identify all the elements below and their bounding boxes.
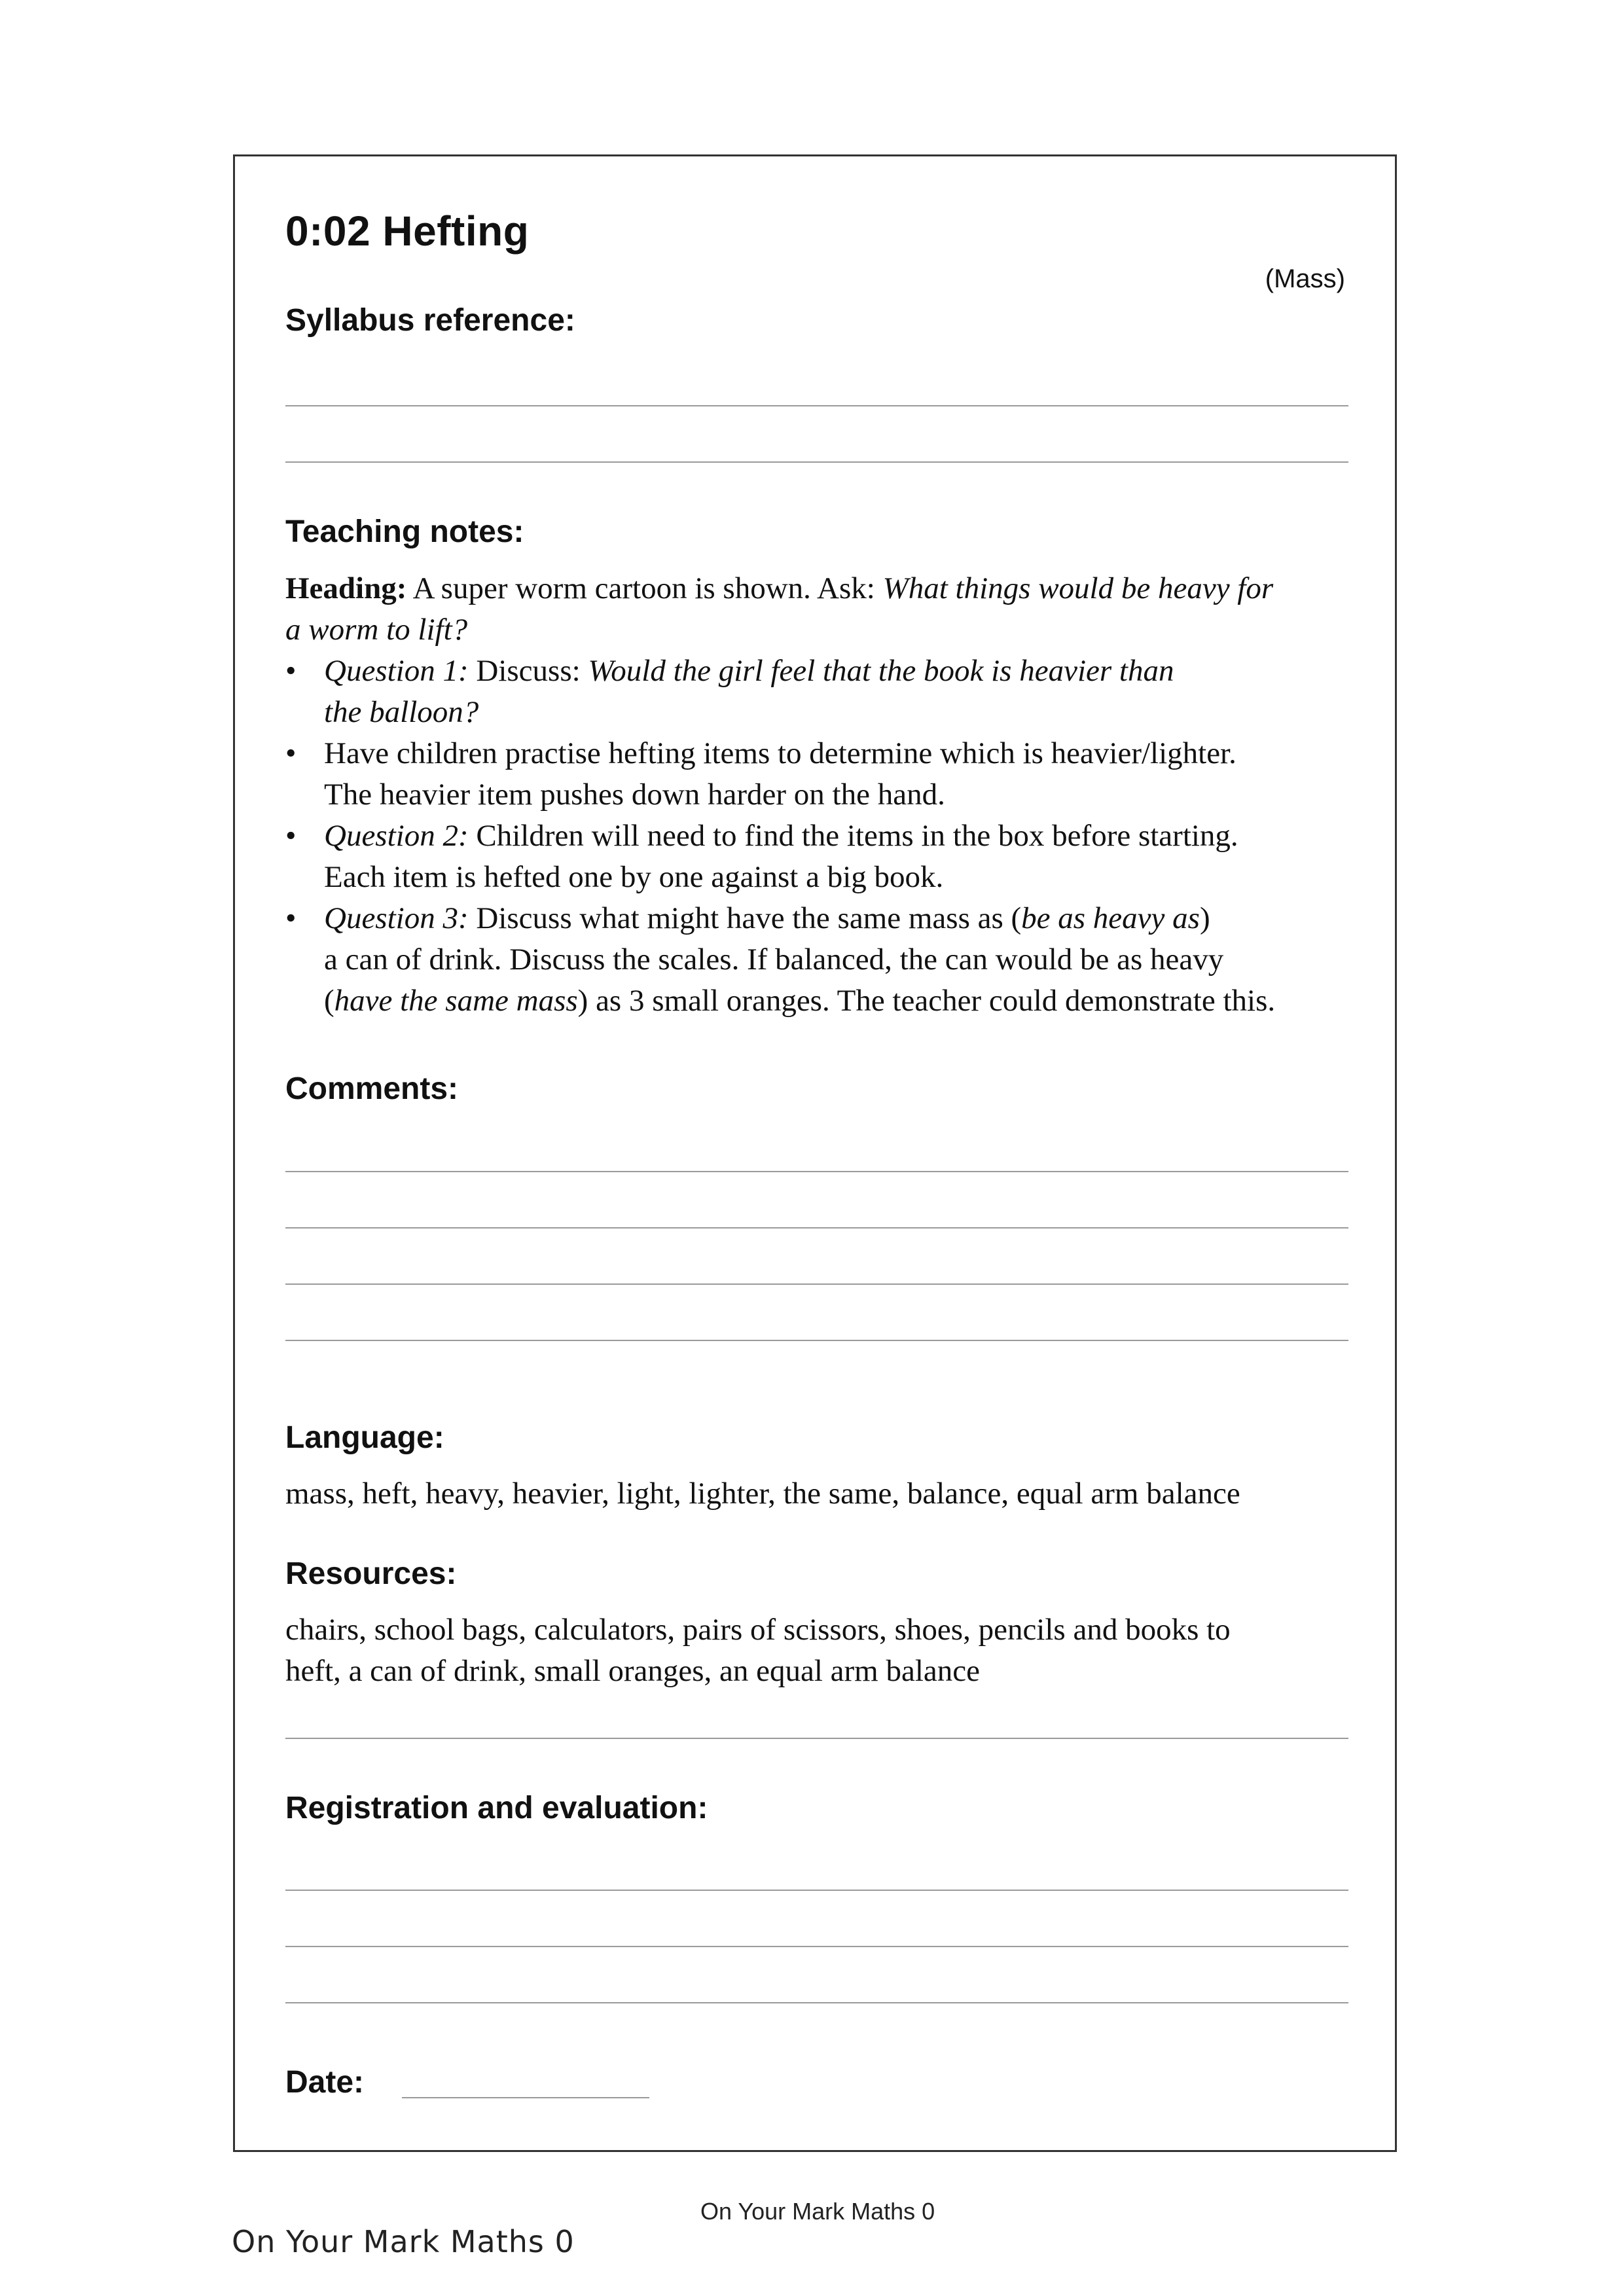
resources-heading: Resources:	[285, 1556, 457, 1591]
q3-italic-a: be as heavy as	[1021, 901, 1200, 935]
resources-text	[285, 1609, 1359, 1692]
bullet-icon: •	[285, 736, 297, 770]
registration-line-1	[285, 1890, 1348, 1891]
q3-line-3a: (	[324, 984, 334, 1018]
bullet-icon: •	[285, 901, 297, 935]
q1-label: Question 1:	[324, 654, 469, 688]
q2-line-1: Children will need to find the items in the box before starting.	[468, 819, 1238, 853]
registration-heading: Registration and evaluation:	[285, 1791, 708, 1825]
language-text: mass, heft, heavy, heavier, light, lighter, the same, balance, equal arm balance	[285, 1477, 1240, 1511]
resources-line-rule	[285, 1738, 1348, 1739]
page-frame	[233, 154, 1397, 2152]
resources-line-1: chairs, school bags, calculators, pairs of scissors, shoes, pencils and books to	[285, 1613, 1231, 1647]
teaching-notes-heading: Teaching notes:	[285, 514, 524, 549]
resources-line-2: heft, a can of drink, small oranges, an equal arm balance	[285, 1654, 980, 1688]
list-item	[285, 651, 1359, 733]
list-item	[285, 733, 1359, 816]
comments-line-1	[285, 1171, 1348, 1172]
comments-line-4	[285, 1340, 1348, 1341]
date-label: Date:	[285, 2065, 365, 2100]
heading-label: Heading:	[285, 571, 407, 605]
footer-center-text: On Your Mark Maths 0	[700, 2198, 935, 2225]
b2-line-1: Have children practise hefting items to determine which is heavier/lighter.	[324, 736, 1236, 770]
language-heading: Language:	[285, 1420, 444, 1455]
b2-line-2: The heavier item pushes down harder on the hand.	[324, 778, 945, 812]
q1-question: Would the girl feel that the book is heavier than	[588, 654, 1174, 688]
registration-line-3	[285, 2002, 1348, 2003]
registration-line-2	[285, 1946, 1348, 1947]
date-field-line	[402, 2097, 649, 2098]
heading-question: What things would be heavy for	[882, 571, 1274, 605]
q3-label: Question 3:	[324, 901, 469, 935]
list-item	[285, 898, 1359, 1022]
q1-question-cont: the balloon?	[324, 695, 479, 729]
syllabus-line-2	[285, 461, 1348, 463]
q3-line-2: a can of drink. Discuss the scales. If balanced, the can would be as heavy	[324, 942, 1224, 977]
q1-text: Discuss:	[468, 654, 588, 688]
q3-line-3b: ) as 3 small oranges. The teacher could demonstrate this.	[577, 984, 1276, 1018]
syllabus-heading: Syllabus reference:	[285, 303, 575, 338]
teaching-notes-body	[285, 568, 1359, 1022]
bullet-icon: •	[285, 654, 297, 688]
syllabus-line-1	[285, 405, 1348, 406]
q2-label: Question 2:	[324, 819, 469, 853]
heading-text: A super worm cartoon is shown. Ask:	[406, 571, 883, 605]
q2-line-2: Each item is hefted one by one against a big book.	[324, 860, 944, 894]
page-title: 0:02 Hefting	[285, 207, 530, 255]
list-item	[285, 816, 1359, 898]
comments-heading: Comments:	[285, 1071, 459, 1106]
heading-question-cont: a worm to lift?	[285, 613, 468, 647]
comments-line-2	[285, 1227, 1348, 1229]
q3-text-b: )	[1199, 901, 1210, 935]
bullet-icon: •	[285, 819, 297, 853]
notes-bullet-list	[285, 651, 1359, 1022]
notes-heading-paragraph	[285, 568, 1359, 651]
q3-italic-b: have the same mass	[334, 984, 578, 1018]
q3-text-a: Discuss what might have the same mass as (	[468, 901, 1022, 935]
topic-label: (Mass)	[1265, 264, 1345, 293]
comments-line-3	[285, 1283, 1348, 1285]
footer-left-text: On Your Mark Maths 0	[232, 2224, 575, 2259]
